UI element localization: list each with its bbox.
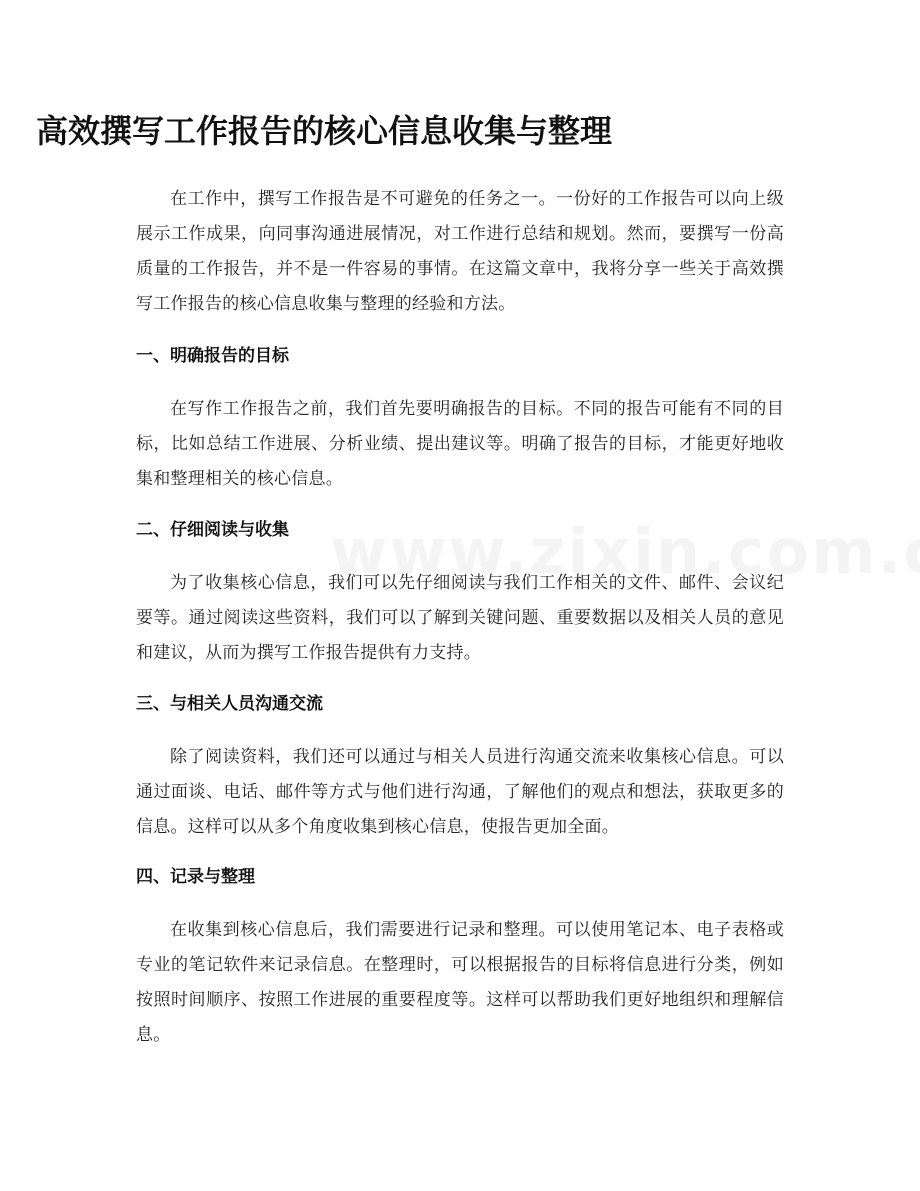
intro-paragraph: 在工作中，撰写工作报告是不可避免的任务之一。一份好的工作报告可以向上级展示工作成果，向同事沟通进展情况，对工作进行总结和规划。然而，要撰写一份高质量的工作报告，并不是一件容易的事情。在这篇文章中，我将分享一些关于高效撰写工作报告的核心信息收集与整理的经验和方法。 <box>136 189 784 314</box>
section-body-3: 除了阅读资料，我们还可以通过与相关人员进行沟通交流来收集核心信息。可以通过面谈、电话、邮件等方式与他们进行沟通，了解他们的观点和想法，获取更多的信息。这样可以从多个角度收集到核心信息，使报告更加全面。 <box>136 747 784 837</box>
section-heading-3: 三、与相关人员沟通交流 <box>136 694 323 714</box>
section-heading-1: 一、明确报告的目标 <box>136 346 289 366</box>
section-heading-2: 二、仔细阅读与收集 <box>136 520 289 540</box>
document-title: 高效撰写工作报告的核心信息收集与整理 <box>35 112 612 150</box>
section-body-2: 为了收集核心信息，我们可以先仔细阅读与我们工作相关的文件、邮件、会议纪要等。通过阅读这些资料，我们可以了解到关键问题、重要数据以及相关人员的意见和建议，从而为撰写工作报告提供有力支持。 <box>136 573 784 663</box>
section-body-4: 在收集到核心信息后，我们需要进行记录和整理。可以使用笔记本、电子表格或专业的笔记软件来记录信息。在整理时，可以根据报告的目标将信息进行分类，例如按照时间顺序、按照工作进展的重要程度等。这样可以帮助我们更好地组织和理解信息。 <box>136 920 784 1045</box>
section-heading-4: 四、记录与整理 <box>136 867 255 887</box>
section-body-1: 在写作工作报告之前，我们首先要明确报告的目标。不同的报告可能有不同的目标，比如总结工作进展、分析业绩、提出建议等。明确了报告的目标，才能更好地收集和整理相关的核心信息。 <box>136 399 784 489</box>
